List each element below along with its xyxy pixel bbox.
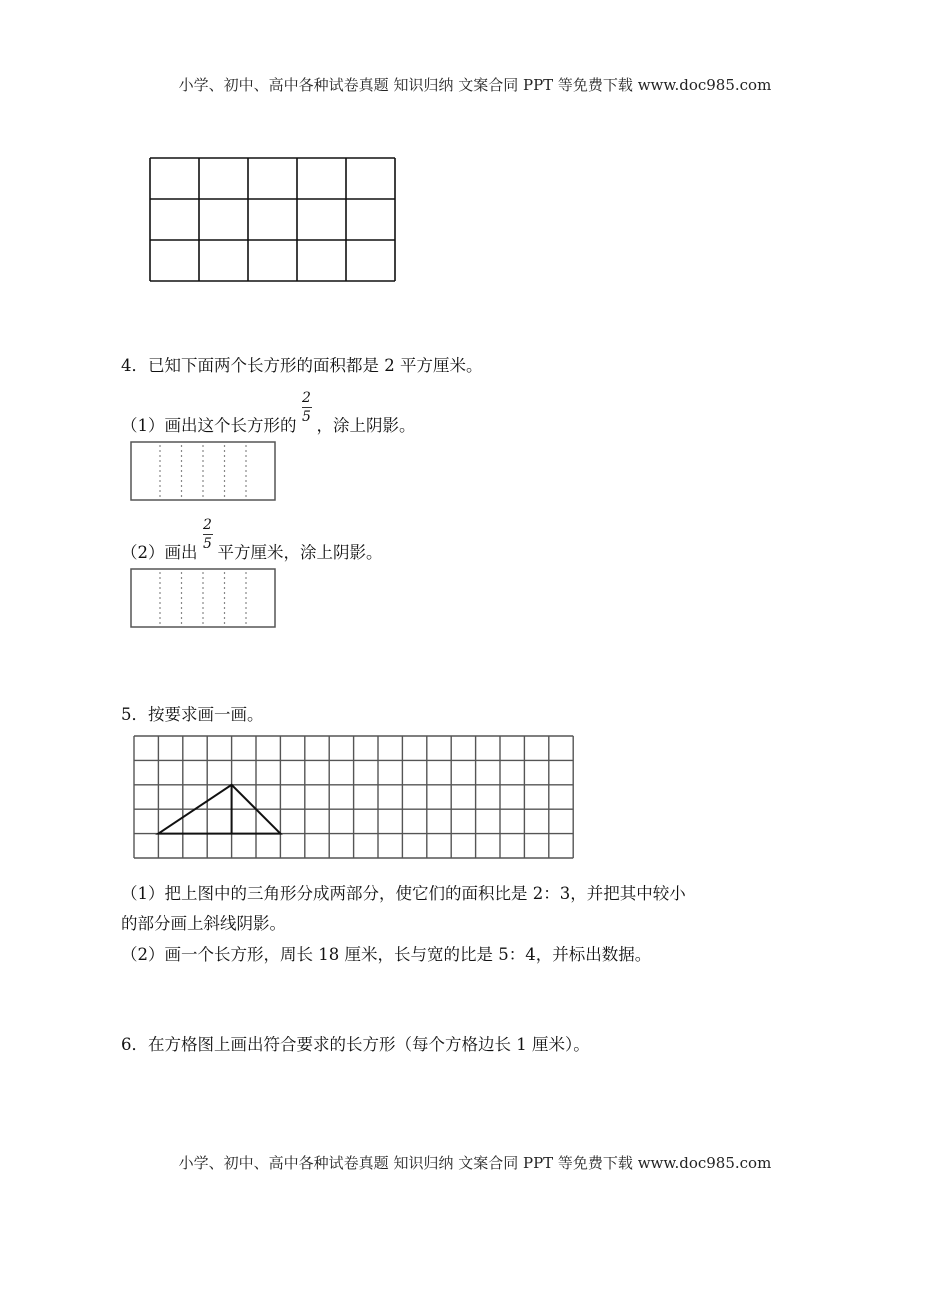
question-4-part-2 — [121, 516, 383, 564]
rectangle-dashed-divisions-2 — [130, 568, 276, 628]
q4-part1-text-after: ，涂上阴影。 — [316, 416, 416, 435]
fraction-numerator: 2 — [302, 389, 311, 406]
page-header: 小学、初中、高中各种试卷真题 知识归纳 文案合同 PPT 等免费下载 www.doc985.com — [178, 76, 772, 94]
q4-part2-text-after: 平方厘米，涂上阴影。 — [217, 543, 383, 562]
square-grid-5x3 — [150, 158, 395, 282]
fraction-bar — [203, 534, 213, 535]
question-5-part-2: （2）画一个长方形，周长 18 厘米，长与宽的比是 5：4，并标出数据。 — [121, 945, 652, 964]
page-footer: 小学、初中、高中各种试卷真题 知识归纳 文案合同 PPT 等免费下载 www.doc985.com — [178, 1154, 772, 1172]
q4-part2-text-before: （2）画出 — [121, 543, 198, 562]
question-5-part-1-line-2: 的部分画上斜线阴影。 — [121, 914, 286, 933]
question-4-title: 4．已知下面两个长方形的面积都是 2 平方厘米。 — [121, 356, 483, 375]
fraction-numerator: 2 — [203, 516, 212, 533]
fraction-two-fifths — [202, 516, 214, 564]
question-5-part-1-line-1: （1）把上图中的三角形分成两部分，使它们的面积比是 2：3，并把其中较小 — [121, 884, 686, 903]
fraction-denominator: 5 — [203, 535, 212, 552]
fraction-two-fifths — [301, 389, 313, 437]
fraction-denominator: 5 — [302, 408, 311, 425]
question-4-part-1 — [121, 389, 416, 437]
fraction-bar — [302, 407, 312, 408]
question-6-title: 6．在方格图上画出符合要求的长方形（每个方格边长 1 厘米）。 — [121, 1035, 590, 1054]
question-5-title: 5．按要求画一画。 — [121, 705, 264, 724]
rectangle-dashed-divisions-1 — [130, 441, 276, 501]
triangle-square-grid — [134, 736, 574, 860]
q4-part1-text-before: （1）画出这个长方形的 — [121, 416, 297, 435]
